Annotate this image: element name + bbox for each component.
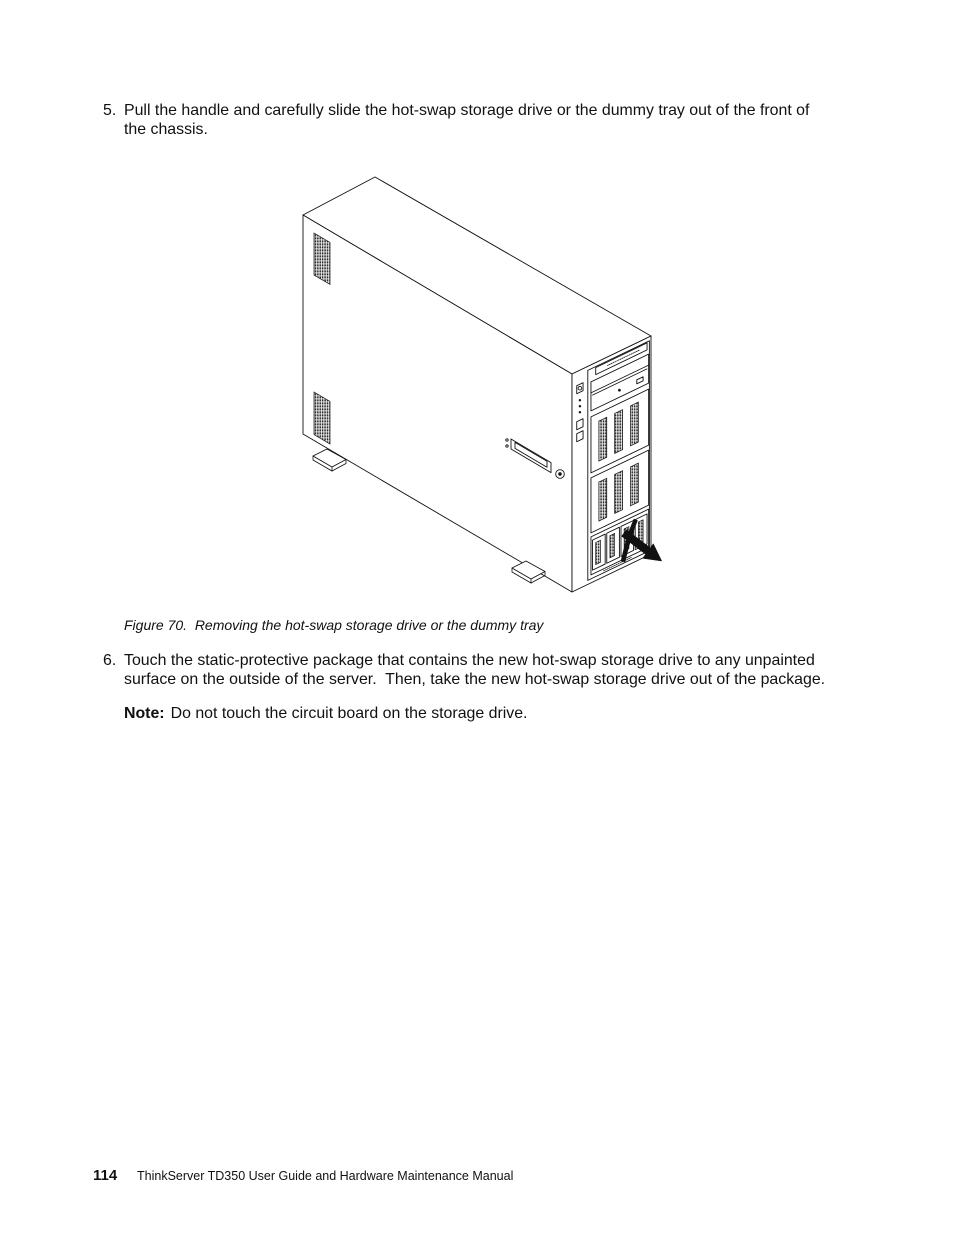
side-vent [314,233,330,284]
status-led [579,399,581,401]
footer-title: ThinkServer TD350 User Guide and Hardware Maintenance Manual [137,1169,514,1183]
step-5 [103,101,863,141]
vent-slot [630,463,638,506]
page-number: 114 [93,1167,118,1184]
vent-slot [615,410,623,454]
step-number: 6. [103,652,117,669]
power-icon [578,386,582,390]
figure-caption: Figure 70. Removing the hot-swap storage drive or the dummy tray [124,617,544,633]
step-text [124,101,863,139]
vent-slot [630,402,638,446]
tray-vent [596,540,601,564]
step-number: 5. [103,102,117,119]
vent-slot [615,471,623,514]
step-text-line: Touch the static-protective package that contains the new hot-swap storage drive to any unpainted [124,652,815,669]
status-led [579,411,581,413]
keyhole-icon [558,472,561,475]
server-illustration [290,170,670,600]
step-text-line: the chassis. [124,121,208,138]
note-label: Note: [124,705,165,722]
status-led [579,405,581,407]
vent-slot [599,478,607,521]
step-text [124,651,863,689]
tray-vent [610,533,615,557]
unlock-status-icon [506,445,508,447]
lock-status-icon [506,439,508,441]
note-text: Do not touch the circuit board on the storage drive. [170,705,528,722]
optical-drive-led [618,389,620,391]
step-text-line: surface on the outside of the server. Then, take the new hot-swap storage drive out of the package. [124,671,826,688]
vent-slot [599,417,607,461]
step-text-line: Pull the handle and carefully slide the hot-swap storage drive or the dummy tray out of the front of [124,102,810,119]
step-6 [103,651,863,691]
note [124,704,527,723]
side-vent [314,392,330,444]
